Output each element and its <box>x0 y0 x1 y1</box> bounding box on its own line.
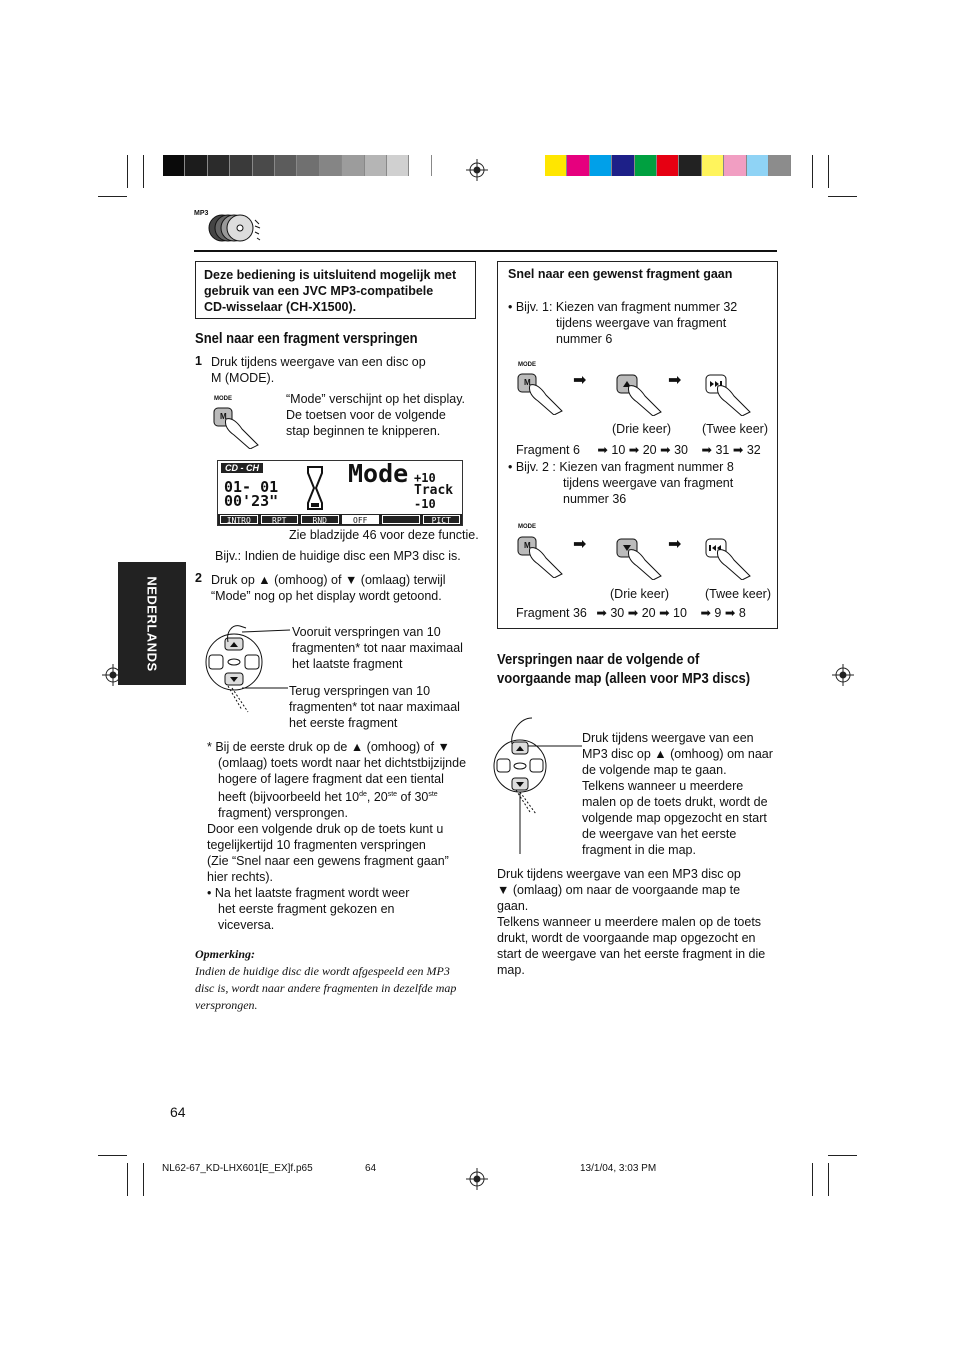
text-line: ▼ (omlaag) om naar de voorgaande map te <box>497 883 741 897</box>
gray-swatch <box>297 155 319 176</box>
lcd-right: Track <box>414 483 454 498</box>
next-arrow-icon: ➡ <box>668 372 682 389</box>
arrow-icon: ➡ <box>660 443 671 457</box>
sequence-item: 30 <box>674 443 688 457</box>
sequence-item: 9 <box>714 606 722 620</box>
lcd-line: 01- 01 <box>224 478 279 496</box>
gray-swatch <box>409 155 431 176</box>
section1-title: Snel naar een fragment verspringen <box>195 331 418 347</box>
color-calibration-strip <box>545 155 791 176</box>
lcd-bar-item: OFF <box>342 515 380 524</box>
gray-calibration-strip <box>163 155 432 176</box>
text-line: viceversa. <box>218 918 275 933</box>
text-line: Druk op ▲ (omhoog) of ▼ (omlaag) terwijl <box>211 573 446 587</box>
text-line: • Bijv. 1: Kiezen van fragment nummer 32 <box>508 300 738 314</box>
arrow-icon: ➡ <box>701 443 712 457</box>
color-swatch <box>590 155 612 176</box>
color-swatch <box>612 155 634 176</box>
text-line: het eerste fragment <box>289 716 398 730</box>
gray-swatch <box>320 155 342 176</box>
gray-swatch <box>185 155 207 176</box>
crop-mark <box>127 155 128 188</box>
lcd-mode-text: Mode <box>348 459 409 488</box>
text-line: fragment) versprongen. <box>218 806 348 821</box>
color-swatch <box>657 155 679 176</box>
mp3-label: MP3 <box>194 210 209 217</box>
note-body <box>195 963 456 1014</box>
registration-mark-icon <box>466 159 488 181</box>
arrow-icon: ➡ <box>724 606 736 620</box>
mode-description <box>286 391 465 439</box>
text-line: • Bijv. 2 : Kiezen van fragment nummer 8 <box>508 460 734 474</box>
text-line: Druk tijdens weergave van een disc op <box>211 355 426 369</box>
crop-mark <box>98 1155 127 1156</box>
language-tab-label: NEDERLANDS <box>144 575 160 672</box>
lcd-bar-item: PICT <box>423 515 461 524</box>
skip-back-finger-icon <box>704 536 754 580</box>
page-number: 64 <box>170 1104 186 1120</box>
up-button-finger-icon <box>615 372 665 416</box>
text-line: map. <box>497 963 525 977</box>
arrow-icon: ➡ <box>700 606 711 620</box>
gray-swatch <box>365 155 387 176</box>
next-arrow-icon: ➡ <box>573 372 587 389</box>
color-swatch <box>769 155 791 176</box>
text-line: disc is, wordt naar andere fragmenten in dezelfde map <box>195 981 457 995</box>
lcd-bar-item <box>382 515 420 524</box>
color-swatch <box>724 155 746 176</box>
mode-label: MODE <box>214 396 232 402</box>
color-swatch <box>679 155 701 176</box>
footer-file: NL62-67_KD-LHX601[E_EX]f.p65 <box>162 1163 313 1174</box>
down-folder-text <box>497 866 765 978</box>
sequence-item: 10 <box>611 443 626 457</box>
text-line: “Mode” nog op het display wordt getoond. <box>211 589 442 603</box>
sequence-start: Fragment 36 <box>516 606 587 620</box>
lcd-right: +10 <box>414 471 436 485</box>
crop-mark <box>812 1163 813 1196</box>
text-line: fragmenten* tot naar maximaal <box>292 641 463 655</box>
section2-title-line: Verspringen naar de volgende of <box>497 652 700 668</box>
m-key-label: M <box>524 378 531 387</box>
text-line: start de weergave van het eerste fragment in die <box>497 947 766 961</box>
color-swatch <box>567 155 589 176</box>
lcd-bar-item: RPT <box>261 515 299 524</box>
text-line: Druk tijdens weergave van een <box>582 731 754 745</box>
notice-line: gebruik van een JVC MP3-compatibele <box>204 284 434 298</box>
footer-date: 13/1/04, 3:03 PM <box>580 1163 657 1174</box>
sequence-item: 10 <box>673 606 687 620</box>
repeat-label: (Drie keer) <box>610 587 670 601</box>
notice-line: Deze bediening is uitsluitend mogelijk met <box>204 268 457 282</box>
crop-mark <box>127 1163 128 1196</box>
notice-line: CD-wisselaar (CH-X1500). <box>204 300 357 314</box>
text-line: “Mode” verschijnt op het display. <box>286 392 466 406</box>
language-tab <box>118 562 186 685</box>
next-arrow-icon: ➡ <box>668 536 682 553</box>
text-line: malen op de toets drukt, wordt de <box>582 795 768 809</box>
lcd-right: -10 <box>414 497 436 511</box>
gray-swatch <box>275 155 297 176</box>
lcd-line: 00'23" <box>224 492 279 510</box>
lcd-function-bar <box>218 514 462 525</box>
crop-mark <box>828 1163 829 1196</box>
crop-mark <box>828 196 857 197</box>
gray-swatch <box>253 155 275 176</box>
text-line: nummer 36 <box>563 492 627 506</box>
text-line: hogere of lagere fragment dat een tiental <box>218 772 444 786</box>
text-line: tegelijkertijd 10 fragmenten verspringen <box>207 838 426 853</box>
next-arrow-icon: ➡ <box>573 536 587 553</box>
see-page-note: Zie bladzijde 46 voor deze functie. <box>289 528 479 542</box>
text-line: versprongen. <box>195 998 258 1012</box>
text-line: nummer 6 <box>556 332 613 346</box>
lcd-bar-item: INTRO <box>220 515 258 524</box>
text-line: De toetsen voor de volgende <box>286 408 446 422</box>
text-line: MP3 disc op ▲ (omhoog) om naar <box>582 747 773 761</box>
sequence-item: 32 <box>746 443 761 457</box>
text-line: het laatste fragment <box>292 657 403 671</box>
repeat-label: (Drie keer) <box>612 422 672 436</box>
text-line: de volgende map te gaan. <box>582 763 727 777</box>
text-line: M (MODE). <box>211 371 275 385</box>
text-line: • Na het laatste fragment wordt weer <box>207 886 410 901</box>
text-line: de weergave van het eerste <box>582 827 737 841</box>
step1-text <box>211 354 426 386</box>
text-line: fragmenten* tot naar maximaal <box>289 700 460 714</box>
text-line: * Bij de eerste druk op de ▲ (omhoog) of ▼ <box>207 740 450 754</box>
control-pad-icon <box>492 714 584 854</box>
color-swatch <box>545 155 567 176</box>
text-line: Telkens wanneer u meerdere malen op de toets <box>497 915 762 929</box>
superscript: de <box>359 791 367 798</box>
m-key-label: M <box>524 541 531 550</box>
crop-mark <box>828 155 829 188</box>
arrow-icon: ➡ <box>627 606 639 620</box>
sequence-item: 31 <box>715 443 730 457</box>
badge-text: CD <box>225 463 238 473</box>
m-key-label: M <box>220 412 227 421</box>
text-line: Telkens wanneer u meerdere <box>582 779 744 793</box>
arrow-icon: ➡ <box>732 443 744 457</box>
mode-label: MODE <box>518 524 536 530</box>
text-line: stap beginnen te knipperen. <box>286 424 441 438</box>
control-pad-icon <box>202 618 292 716</box>
example-note: Bijv.: Indien de huidige disc een MP3 disc is. <box>215 549 461 563</box>
text-line: fragment in die map. <box>582 843 696 857</box>
color-swatch <box>702 155 724 176</box>
text-line: (omlaag) toets wordt naar het dichtstbijzijnde <box>218 756 467 770</box>
text-fragment: heeft (bijvoorbeeld het 10 <box>218 790 360 805</box>
text-fragment: of 30 <box>397 790 429 805</box>
arrow-icon: ➡ <box>628 443 640 457</box>
color-swatch <box>635 155 657 176</box>
footnote <box>207 739 466 933</box>
text-line: hier rechts). <box>207 870 273 885</box>
header-rule <box>194 250 777 252</box>
note-title: Opmerking: <box>195 947 255 961</box>
sequence-item: 20 <box>642 443 657 457</box>
text-line <box>207 787 466 805</box>
gray-swatch <box>342 155 364 176</box>
sequence-item: 30 <box>610 606 625 620</box>
color-swatch <box>747 155 769 176</box>
crop-mark <box>98 196 127 197</box>
text-line: het eerste fragment gekozen en <box>218 902 395 917</box>
example1 <box>508 299 737 347</box>
step2-text <box>211 572 446 604</box>
arrow-icon: ➡ <box>597 443 608 457</box>
text-line: volgende map opgezocht en start <box>582 811 767 825</box>
gray-swatch <box>230 155 252 176</box>
hourglass-icon <box>306 465 324 511</box>
lcd-bar-item: RND <box>301 515 339 524</box>
text-line: Vooruit verspringen van 10 <box>292 625 441 639</box>
cd-badge: CD - CH <box>221 463 263 473</box>
text-line: (Zie “Snel naar een gewens fragment gaan” <box>207 854 449 869</box>
sequence-start: Fragment 6 <box>516 443 580 457</box>
text-line: Indien de huidige disc die wordt afgespeeld een MP3 <box>195 964 450 978</box>
gray-swatch <box>387 155 409 176</box>
up-folder-text <box>582 730 773 858</box>
example2 <box>508 459 734 507</box>
crop-mark <box>143 155 144 188</box>
section2-title-line: voorgaande map (alleen voor MP3 discs) <box>497 671 751 687</box>
gray-swatch <box>163 155 185 176</box>
footer-page: 64 <box>365 1163 377 1174</box>
down-button-finger-icon <box>615 536 665 580</box>
superscript: ste <box>428 791 438 798</box>
gray-swatch <box>208 155 230 176</box>
registration-mark-icon <box>466 1168 488 1190</box>
arrow-icon: ➡ <box>596 606 607 620</box>
disc-stack-icon <box>207 212 265 244</box>
up-callout <box>292 624 463 672</box>
superscript: ste <box>387 791 398 798</box>
sequence-item: 8 <box>738 606 746 620</box>
step-number: 1 <box>195 354 202 368</box>
skip-forward-finger-icon <box>704 372 754 416</box>
box-title: Snel naar een gewenst fragment gaan <box>508 267 733 281</box>
lcd-display <box>217 460 463 526</box>
crop-mark <box>828 1155 857 1156</box>
text-line: tijdens weergave van fragment <box>563 476 734 490</box>
text-line: tijdens weergave van fragment <box>556 316 727 330</box>
mode-label: MODE <box>518 362 536 368</box>
text-line: gaan. <box>497 899 529 913</box>
text-line: Door een volgende druk op de toets kunt u <box>207 822 444 837</box>
notice-box <box>195 261 476 319</box>
registration-mark-icon <box>832 664 854 686</box>
crop-mark <box>812 155 813 188</box>
repeat-label: (Twee keer) <box>705 587 771 601</box>
repeat-label: (Twee keer) <box>702 422 768 436</box>
down-callout <box>289 683 460 731</box>
text-line: drukt, wordt de voorgaande map opgezocht en <box>497 931 756 945</box>
crop-mark <box>143 1163 144 1196</box>
sequence-row <box>516 605 746 620</box>
step-number: 2 <box>195 571 202 585</box>
sequence-item: 20 <box>641 606 656 620</box>
text-line: Druk tijdens weergave van een MP3 disc op <box>497 867 741 881</box>
text-line: Terug verspringen van 10 <box>289 684 431 698</box>
sequence-row <box>516 442 761 457</box>
badge-text: CH <box>246 463 259 473</box>
arrow-icon: ➡ <box>659 606 670 620</box>
text-fragment: , 20 <box>366 790 388 805</box>
